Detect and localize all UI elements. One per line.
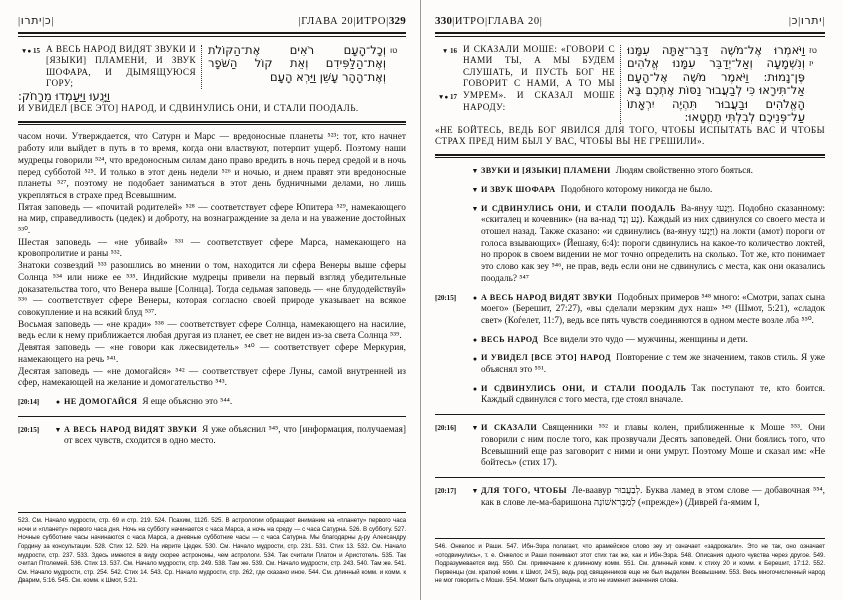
verse-markers-right [435, 44, 457, 104]
commentary-paragraph: часом ночи. Утверждается, что Сатурн и Марс — вредоносные планеты ⁵²³: тот, кто начнет работу или выйдет в путь в то время, когда они властвуют, потерпит ущерб. Поэтому наши мудрецы говорили ⁵²⁴, что вредоносным силам дано право вредить в ночь перед средой и в ночь перед субботой ⁵²⁵. И только в этот день недели ⁵²⁶ и ночью, и днем правят эти вредоносные планеты ⁵²⁷, поэтому не подобает заниматься в этот день будничными делами, но лишь укрепляться в страхе пред Всевышним. [18, 132, 406, 201]
verse-russian-fullwidth-left: И УВИДЕЛ [ВСЕ ЭТО] НАРОД, И СДВИНУЛИСЬ ОНИ, И СТАЛИ ПООДАЛЬ. [18, 103, 359, 114]
entry-verse-ref [449, 383, 469, 385]
verse-marker-16 [435, 46, 457, 58]
entry-verse-ref [449, 352, 469, 354]
entry-bullet-icon: ● [472, 293, 478, 302]
running-head-chapter-label: ГЛАВА 20 [301, 16, 354, 27]
running-head-separator-2: | [484, 16, 488, 27]
verse-block-left [18, 44, 406, 90]
entry-verse-ref [449, 184, 469, 186]
entry-text: Священники ⁵⁵² и главы колен, приближенные к Моше ⁵⁵³. Они говорили с ним после того, как прозвучали Десять заповедей. Они боялись того, что Всевышний еще раз заговорит с ними и они умрут. Поэтому Моше и сказал им: «Не бойтесь» (стих 17). [481, 423, 825, 469]
running-head-chapter-hebrew: כ [791, 14, 799, 27]
running-head-separator-4: | [788, 16, 792, 27]
entry-body [481, 165, 825, 178]
entry-text: Все видели это чудо — мужчины, женщины и дети. [543, 334, 748, 345]
page-right [421, 0, 843, 600]
entry-body [481, 184, 825, 197]
entry-text: Я еще объясню это ⁵⁴⁴. [142, 396, 233, 407]
running-head-separator-4: | [298, 16, 302, 27]
verse-hebrew-column-right: וַיֹּאמְרוּ אֶל־מֹשֶׁה דַּבֵּר־אַתָּה עִמָּנוּ וְנִשְׁמָעָה וְאַל־יְדַבֵּר עִמָּנוּ אֱלֹהִים פֶּן־נָמוּת: וַיֹּאמֶר מֹשֶׁה אֶל־הָעָם אַל־תִּירָאוּ כִּי לְבַעֲבוּר נַסּוֹת אֶתְכֶם בָּא הָאֱלֹהִים וּבַעֲבוּר תִּהְיֶה יִרְאָתוֹ עַל־פְּנֵיכֶם לְבִלְתִּי תֶחֱטָאוּ: [627, 42, 805, 125]
entry-body [481, 334, 825, 347]
entry-bullet-icon: ● [472, 335, 478, 344]
entry-bullet-icon: ▼ [471, 167, 479, 176]
entry-body [481, 383, 825, 407]
entry-text: Людям свойственно этого бояться. [615, 166, 754, 177]
verse-bottom-rule-left [18, 121, 406, 125]
verse-markers-left [18, 44, 40, 58]
verse-bottom-rule-right [435, 154, 825, 158]
entry-verse-ref: [20:16] [435, 424, 457, 433]
verse-hebrew-column-left: וְכָל־הָעָם רֹאִים אֶת־הַקּוֹלֹת וְאֶת־הַלַּפִּידִם וְאֵת קוֹל הַשֹּׁפָר וְאֶת־הָהָר עָשֵׁן וַיַּרְא הָעָם [208, 42, 386, 84]
running-head-parasha-hebrew: יתרו [20, 14, 43, 27]
header-rule-left [18, 32, 406, 37]
verse-hebrew-numbers-right [809, 44, 825, 71]
entry-body [64, 396, 406, 409]
verse-symbol-17: ▼● [437, 94, 449, 102]
entry-body [481, 352, 825, 376]
commentary-entry [449, 383, 825, 407]
entry-lemma: И УВИДЕЛ [ВСЕ ЭТО] НАРОД [481, 353, 611, 363]
entry-verse-ref: [20:15] [18, 425, 40, 434]
running-head-separator: | [452, 16, 455, 27]
page-left [0, 0, 421, 600]
entry-text: Так поступают те, кто боится. Каждый сдвинулся с того места, где стоял вначале. [481, 383, 825, 406]
commentary-entry [18, 424, 406, 448]
entry-body [481, 485, 825, 509]
entry-lemma: А ВЕСЬ НАРОД ВИДЯТ ЗВУКИ [481, 292, 613, 302]
page-number-left: 329 [388, 15, 406, 27]
running-head-separator-5: | [798, 16, 801, 27]
entry-verse-ref [449, 334, 469, 336]
commentary-entry [449, 334, 825, 347]
entry-verse-ref: [20:17] [435, 486, 457, 495]
entry-lemma: ЗВУКИ И [ЯЗЫКИ] ПЛАМЕНИ [481, 166, 611, 176]
verse-number-left: 15 [33, 46, 40, 55]
commentary-entry [449, 184, 825, 197]
verse-symbol-left: ▼● [20, 47, 32, 55]
verse-hebrew-number-left: טו [390, 45, 398, 55]
running-head-separator-6: | [822, 16, 825, 27]
entry-bullet-icon: ▼ [471, 487, 479, 496]
running-head-parasha-label: ИТРО [454, 16, 485, 27]
running-head-separator-2: | [42, 16, 45, 27]
entry-body [64, 424, 406, 448]
commentary-paragraph: Шестая заповедь — «не убивай» ⁵³¹ — соответствует сфере Марса, намекающего на кровопролитие и раны ⁵³². [18, 237, 406, 260]
entry-lemma: ВЕСЬ НАРОД [481, 334, 539, 344]
running-head-separator-3: | [539, 16, 543, 27]
page-number-right: 330 [435, 15, 453, 27]
running-head-parasha-label: ИТРО [356, 16, 387, 27]
entry-bullet-icon: ● [472, 384, 478, 393]
commentary-entry [449, 203, 825, 286]
verse-russian-column-left: А ВЕСЬ НАРОД ВИДЯТ ЗВУКИ И [ЯЗЫКИ] ПЛАМЕНИ, И ЗВУК ШОФАРА, И ДЫМЯЩУЮСЯ ГОРУ; [46, 43, 196, 89]
commentary-paragraph: Знатоки созвездий ⁵³³ разошлись во мнении о том, находится ли сфера Венеры выше сферы Солнца ⁵³⁴ или ниже ее ⁵³⁵. Индийские мудрецы привели на первый взгляд убедительные доказательства того, что Венера выше [Солнца]. Тогда седьмая заповедь — «не блудодействуй» ⁵³⁶ — соответствует сфере Венеры, которая согласно своей природе указывает на всякое совокупление и на всякий блуд ⁵³⁷. [18, 261, 406, 318]
verse-number-16: 16 [450, 46, 457, 55]
running-head-separator-3: | [51, 16, 55, 27]
entry-text: Подобных примеров ⁵⁴⁸ много: «Смотри, запах сына моего» (Берешит, 27:27), «вы сделали мерзким дух наш» ⁵⁴⁹ (Шмот, 5:21), «сладок свет» (Коѓелет, 11:7), ведь все пять чувств соединяются в одном месте возле лба ⁵⁵⁰. [481, 292, 825, 326]
entry-bullet-icon: ▼ [54, 425, 62, 434]
commentary-entry [449, 165, 825, 178]
verse-hebrew-number-17: יז [809, 59, 814, 69]
entry-bullet-icon: ● [55, 398, 61, 407]
entry-verse-ref [449, 203, 469, 205]
footnotes-block-right [435, 531, 825, 586]
running-head-chapter-label: ГЛАВА 20 [487, 16, 540, 27]
entry-verse-ref: [20:14] [18, 397, 40, 406]
verse-russian-column-right: И СКАЗАЛИ МОШЕ: «ГОВОРИ С НАМИ ТЫ, А МЫ БУДЕМ СЛУШАТЬ, И ПУСТЬ БОГ НЕ ГОВОРИТ С НАМИ, А ТО МЫ УМРЕМ». И СКАЗАЛ МОШЕ НАРОДУ: [463, 43, 615, 112]
entry-lemma: И СДВИНУЛИСЬ ОНИ, И СТАЛИ ПООДАЛЬ [481, 203, 676, 213]
entry-lemma: И ЗВУК ШОФАРА [481, 184, 556, 194]
running-head-left [18, 14, 406, 30]
entry-lemma: ДЛЯ ТОГО, ЧТОБЫ [481, 485, 567, 495]
commentary-entry [435, 485, 825, 509]
verse-hebrew-fullwidth-left: וַיָּנֻעוּ וַיַּעַמְדוּ מֵרָחֹק: [18, 88, 111, 103]
footnote-rule-right [435, 538, 825, 539]
entry-divider-rule-right-1 [435, 414, 825, 415]
footnotes-block-left [18, 505, 406, 586]
entry-bullet-icon: ▼ [471, 186, 479, 195]
entry-divider-rule-right-2 [435, 477, 825, 478]
entry-text: Подобного которому никогда не было. [560, 184, 713, 195]
entry-lemma: И СДВИНУЛИСЬ ОНИ, И СТАЛИ ПООДАЛЬ [481, 383, 687, 393]
entry-lemma: НЕ ДОМОГАЙСЯ [64, 396, 138, 406]
commentary-left [18, 132, 406, 389]
running-head-separator-6: | [386, 16, 389, 27]
commentary-paragraph: Восьмая заповедь — «не кради» ⁵³⁸ — соответствует сфере Солнца, намекающего на насилие, ведь если к нему приближается любая другая из планет, ее свет не виден из-за света Солнца ⁵³⁹. [18, 319, 406, 342]
running-head-right [435, 14, 825, 30]
commentary-paragraph: Пятая заповедь — «почитай родителей» ⁵²⁸ — соответствует сфере Юпитера ⁵²⁹, намекающего на мир, справедливость (цедек) и доброту, на вознаграждение за дела и на уважение достойных ⁵³⁰. [18, 202, 406, 237]
entry-text: Я уже объяснил ⁵⁴⁵, что [информация, получаемая] от всех чувств, сходится в одно место. [64, 424, 406, 447]
commentary-entry [435, 292, 825, 328]
footnote-rule-left [18, 512, 406, 513]
commentary-entry [449, 352, 825, 376]
entry-verse-ref: [20:15] [435, 293, 457, 302]
verse-number-17: 17 [450, 93, 457, 102]
entry-body [481, 203, 825, 286]
header-rule-right [435, 32, 825, 37]
commentary-entry [435, 422, 825, 470]
entry-text: Повторение с тем же значением, таков стиль. Я уже объяснял это ⁵⁵¹. [481, 353, 825, 376]
entry-body [481, 292, 825, 328]
verse-marker-17 [435, 92, 457, 104]
commentary-paragraph: Десятая заповедь — «не домогайся» ⁵⁴² — соответствует сфере Луны, самой внутренней из сфер, намекающей на желание и домогательство ⁵⁴³. [18, 366, 406, 389]
running-head-parasha-hebrew: יתרו [800, 14, 823, 27]
commentary-entry [18, 396, 406, 409]
entry-bullet-icon: ▼ [471, 204, 479, 213]
running-head-separator: | [18, 16, 21, 27]
running-head-chapter-hebrew: כ [44, 14, 52, 27]
verse-block-right [435, 44, 825, 125]
entry-bullet-icon: ▼ [471, 424, 479, 433]
footnotes-text-right: 546. Онкелос и Раши. 547. Ибн-Эзра полагает, что арамейское слово зеу זָע означает «задрожали». Это не так, оно означает «отодвинулись», т. е. Онкелос и Раши понимают этот стих так же, как и Ибн-Эзра. 548. Описания одного чувства через другое. 549. Подразумевается вид. 550. См. примечание к длинному комм. 551. См. длинный комм. к стиху 20 и комм. к Берешит, 17:12. 552. Первенцы (см. краткий комм. к Шмот, 24:5), ведь род священников еще не был выделен Всевышним. 553. Весь многочисленный народ не мог говорить с Моше. 554. Может быть опущена, и это не изменит значения слова. [435, 543, 826, 585]
verse-hebrew-number-16: טז [809, 45, 817, 55]
running-head-separator-5: | [353, 16, 357, 27]
entry-lemma: И СКАЗАЛИ [481, 423, 538, 433]
entry-text: Ва-януу וַיָּנֻעוּ. Подобно сказанному: «скиталец и кочевник» (на ва-над נָע וָנָד). Каждый из них сдвинулся со своего места и отошел назад. Также сказано: «и сдвинулись (ва-януу וַיָּנֻעוּ) на локти (амот) пороги от голоса взывающих» (Йешаяу, 6:4): пороги сдвинулись на какое-то количество локтей, но пророк в своем видении не мог точно определить на сколько. Тот же, кто понимает это слово как зеу ⁵⁴⁶, не прав, ведь если они не сдвинулись с места, как они оказались поодаль? ⁵⁴⁷ [481, 203, 825, 284]
verse-symbol-16: ▼ [441, 47, 449, 55]
commentary-paragraph: Девятая заповедь — «не говори как лжесвидетель» ⁵⁴⁰ — соответствует сфере Меркурия, намекающего на речь ⁵⁴¹. [18, 343, 406, 365]
entry-lemma: А ВЕСЬ НАРОД ВИДЯТ ЗВУКИ [64, 424, 198, 434]
footnotes-text-left: 523. См. Начало мудрости, стр. 69 и стр. 219. 524. Псахим, 112б. 525. В астрологии обращают внимание на «планету» первого часа ночи и «планету» первого часа дня. Ночь на субботу начинается с часа Марса, а ночь на среду — с часа Сатурна. 526. В субботу. 527. Ночные субботние часы начинаются с часа Марса, а дневные субботние часы — с часа Сатурна. Мы благодарны д-ру Александру Гордину за консультации. 528. Стих 12. 529. На иврите Цедек. 530. См. Начало мудрости, стр. 231. 531. Стих 13. 532. См. Начало мудрости, стр. 237. 533. Здесь имеются в виду скорее астрономы, чем астрологи. 534. Так считали Платон и Аристотель. 535. Так считал Птолемей. 536. Стих 13. 537. См. Начало мудрости, стр. 249. 538. Там же. 539. См. Начало мудрости, стр. 243. 540. Там же. 541. См. Начало мудрости, стр. 254. 542. Стих 14. 543. Ср. Начало мудрости, стр. 262, где сказано иное. 544. См. длинный комм. и комм. к Дварим, 5:16. 545. См. комм. к Шмот, 5:21. [18, 517, 406, 585]
entry-bullet-icon: ● [472, 354, 478, 363]
verse-russian-fullwidth-right: «НЕ БОЙТЕСЬ, ВЕДЬ БОГ ЯВИЛСЯ ДЛЯ ТОГО, ЧТОБЫ ИСПЫТАТЬ ВАС И ЧТОБЫ СТРАХ ПРЕД НИМ БЫЛ У ВАС, ЧТОБЫ ВЫ НЕ ГРЕШИЛИ». [435, 124, 825, 147]
entry-body [481, 422, 825, 470]
entry-verse-ref [449, 165, 469, 167]
entry-divider-rule-left [18, 416, 406, 417]
entry-text: Ле-ваавур לְבַעֲבוּר. Буква ламед в этом слове — добавочная ⁵⁵⁴, как в слове ле-ма-баришона לְמַבָּרִאשׁוֹנָה («прежде») (Диврей ѓа-ямим I, [481, 485, 825, 508]
